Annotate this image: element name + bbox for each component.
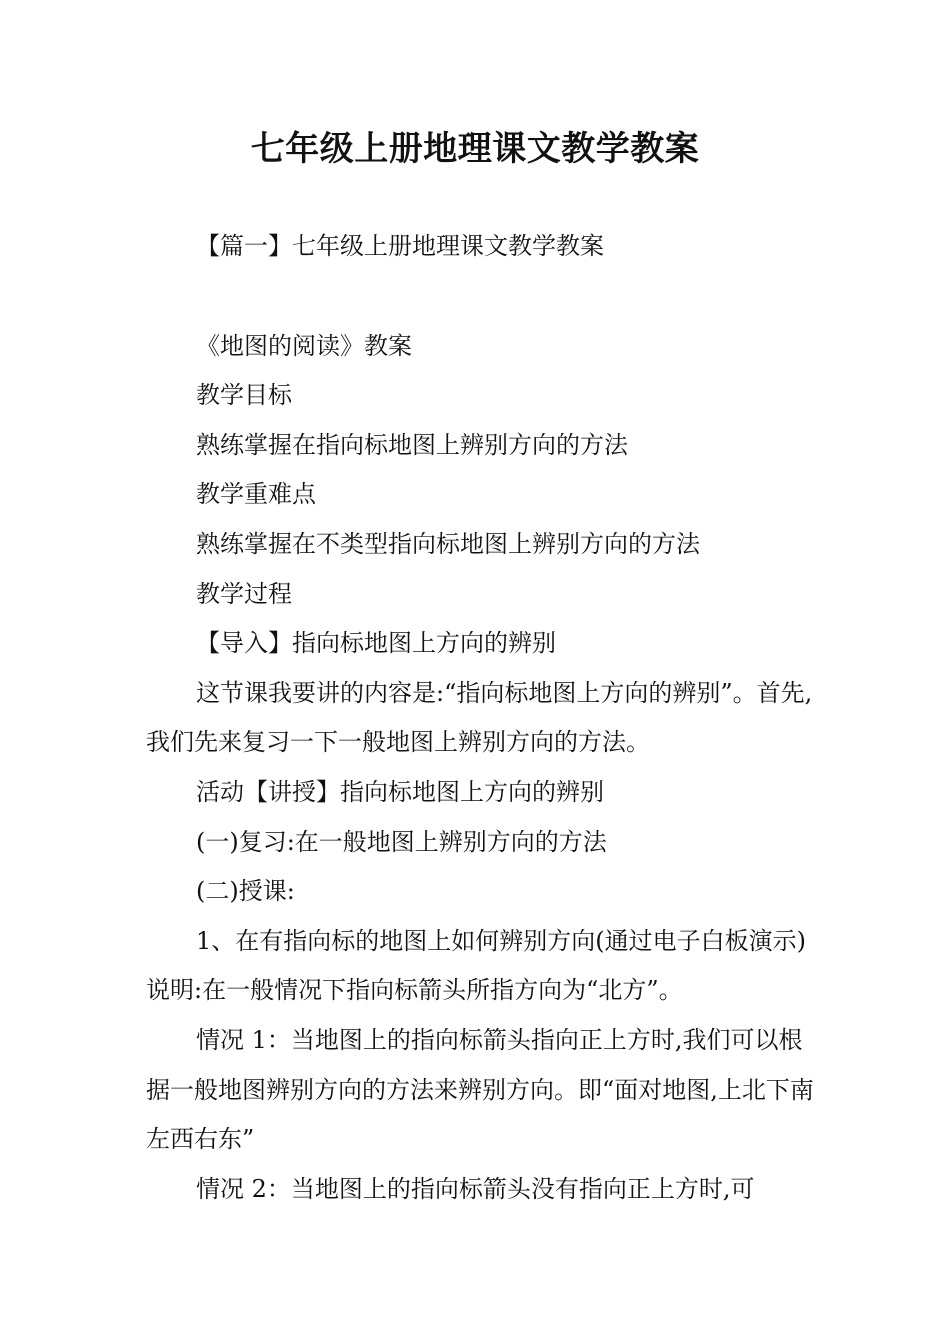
paragraph: (一)复习:在一般地图上辨别方向的方法 bbox=[196, 827, 607, 856]
paragraph: 1、在有指向标的地图上如何辨别方向(通过电子白板演示)说明:在一般情况下指向标箭头所指方向为“北方”。 bbox=[146, 926, 806, 1005]
paragraph: (二)授课: bbox=[196, 877, 295, 906]
document-title: 七年级上册地理课文教学教案 bbox=[250, 129, 700, 169]
paragraph: 情况 1：当地图上的指向标箭头指向正上方时,我们可以根据一般地图辨别方向的方法来辨别方向。即“面对地图,上北下南左西右东” bbox=[146, 1025, 814, 1154]
section-heading: 【篇一】七年级上册地理课文教学教案 bbox=[196, 232, 604, 260]
heading-key-points: 教学重难点 bbox=[196, 480, 316, 509]
heading-teaching-goals: 教学目标 bbox=[196, 381, 292, 410]
lesson-title: 《地图的阅读》教案 bbox=[196, 331, 412, 360]
paragraph: 这节课我要讲的内容是:“指向标地图上方向的辨别”。首先,我们先来复习一下一般地图上辨别方向的方法。 bbox=[146, 678, 813, 757]
paragraph: 熟练掌握在不类型指向标地图上辨别方向的方法 bbox=[196, 529, 700, 558]
paragraph: 熟练掌握在指向标地图上辨别方向的方法 bbox=[196, 430, 628, 459]
paragraph: 活动【讲授】指向标地图上方向的辨别 bbox=[196, 777, 604, 806]
paragraph: 情况 2：当地图上的指向标箭头没有指向正上方时,可 bbox=[196, 1174, 755, 1203]
document-body bbox=[146, 222, 826, 1214]
heading-teaching-process: 教学过程 bbox=[196, 579, 292, 608]
paragraph: 【导入】指向标地图上方向的辨别 bbox=[196, 629, 556, 658]
